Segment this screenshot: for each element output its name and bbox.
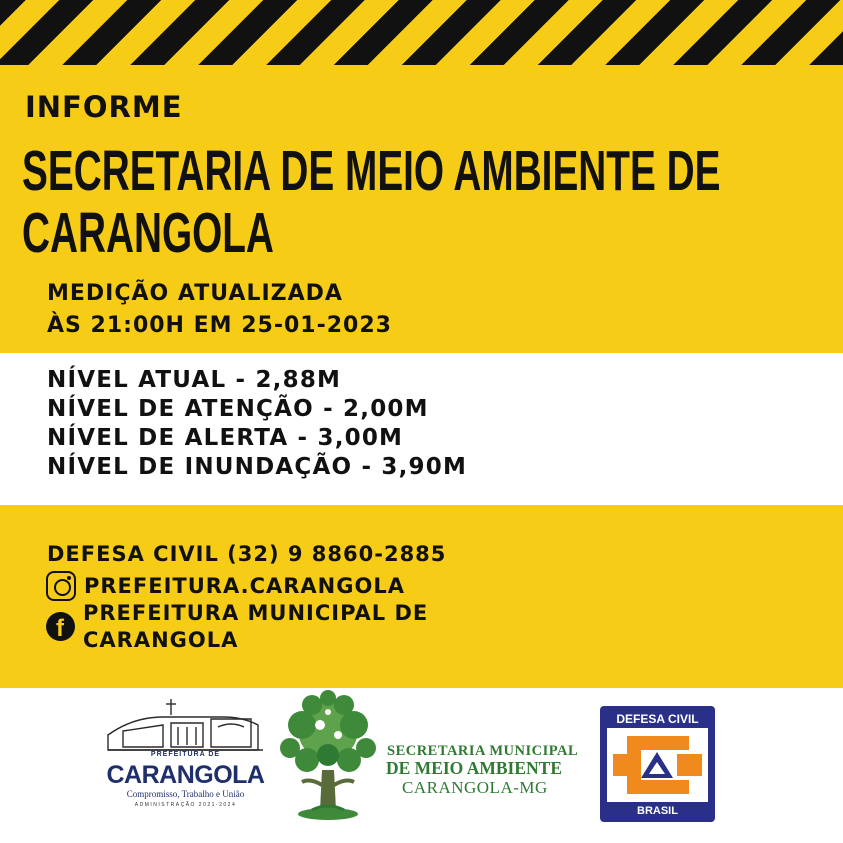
defesa-civil-logo bbox=[600, 706, 715, 822]
carangola-brand: CARANGOLA bbox=[106, 761, 265, 789]
hazard-stripes bbox=[0, 0, 843, 65]
kicker: INFORME bbox=[25, 90, 183, 124]
update-info bbox=[47, 278, 392, 342]
title-line-2: CARANGOLA bbox=[22, 201, 274, 265]
update-line-2: ÀS 21:00H EM 25-01-2023 bbox=[47, 313, 392, 338]
civil-defense-emblem-icon bbox=[607, 728, 708, 802]
defesa-civil-emblem bbox=[607, 728, 708, 802]
tree-icon bbox=[272, 690, 384, 830]
secretaria-meio-ambiente-logo bbox=[272, 690, 592, 830]
update-line-1: MEDIÇÃO ATUALIZADA bbox=[47, 281, 343, 306]
prefeitura-carangola-logo bbox=[103, 695, 268, 825]
defesa-civil-label: DEFESA CIVIL bbox=[616, 712, 699, 726]
prefeitura-slogan: Compromisso, Trabalho e União bbox=[126, 789, 245, 799]
instagram-handle: PREFEITURA.CARANGOLA bbox=[84, 574, 405, 598]
level-flood: NÍVEL DE INUNDAÇÃO - 3,90M bbox=[47, 454, 468, 480]
prefeitura-admin: ADMINISTRAÇÃO 2021-2024 bbox=[134, 802, 237, 808]
title-line-1: SECRETARIA DE MEIO AMBIENTE DE bbox=[22, 139, 721, 203]
instagram-contact[interactable] bbox=[46, 571, 405, 601]
secretaria-line-3: CARANGOLA-MG bbox=[402, 778, 548, 797]
level-current: NÍVEL ATUAL - 2,88M bbox=[47, 367, 342, 393]
instagram-icon bbox=[46, 571, 76, 601]
secretaria-line-1: SECRETARIA MUNICIPAL bbox=[387, 743, 579, 759]
prefeitura-label: PREFEITURA DE bbox=[150, 751, 221, 758]
brasil-label: BRASIL bbox=[637, 805, 678, 817]
facebook-page: PREFEITURA MUNICIPAL DE CARANGOLA bbox=[83, 601, 429, 652]
level-attention: NÍVEL DE ATENÇÃO - 2,00M bbox=[47, 396, 429, 422]
facebook-icon: f bbox=[46, 612, 75, 641]
church-building-icon bbox=[103, 695, 268, 755]
facebook-contact[interactable] bbox=[46, 600, 516, 654]
levels-list bbox=[47, 366, 467, 482]
level-alert: NÍVEL DE ALERTA - 3,00M bbox=[47, 425, 404, 451]
page-title bbox=[22, 140, 818, 264]
phone-contact: DEFESA CIVIL (32) 9 8860-2885 bbox=[47, 542, 447, 566]
secretaria-line-2: DE MEIO AMBIENTE bbox=[386, 758, 562, 778]
